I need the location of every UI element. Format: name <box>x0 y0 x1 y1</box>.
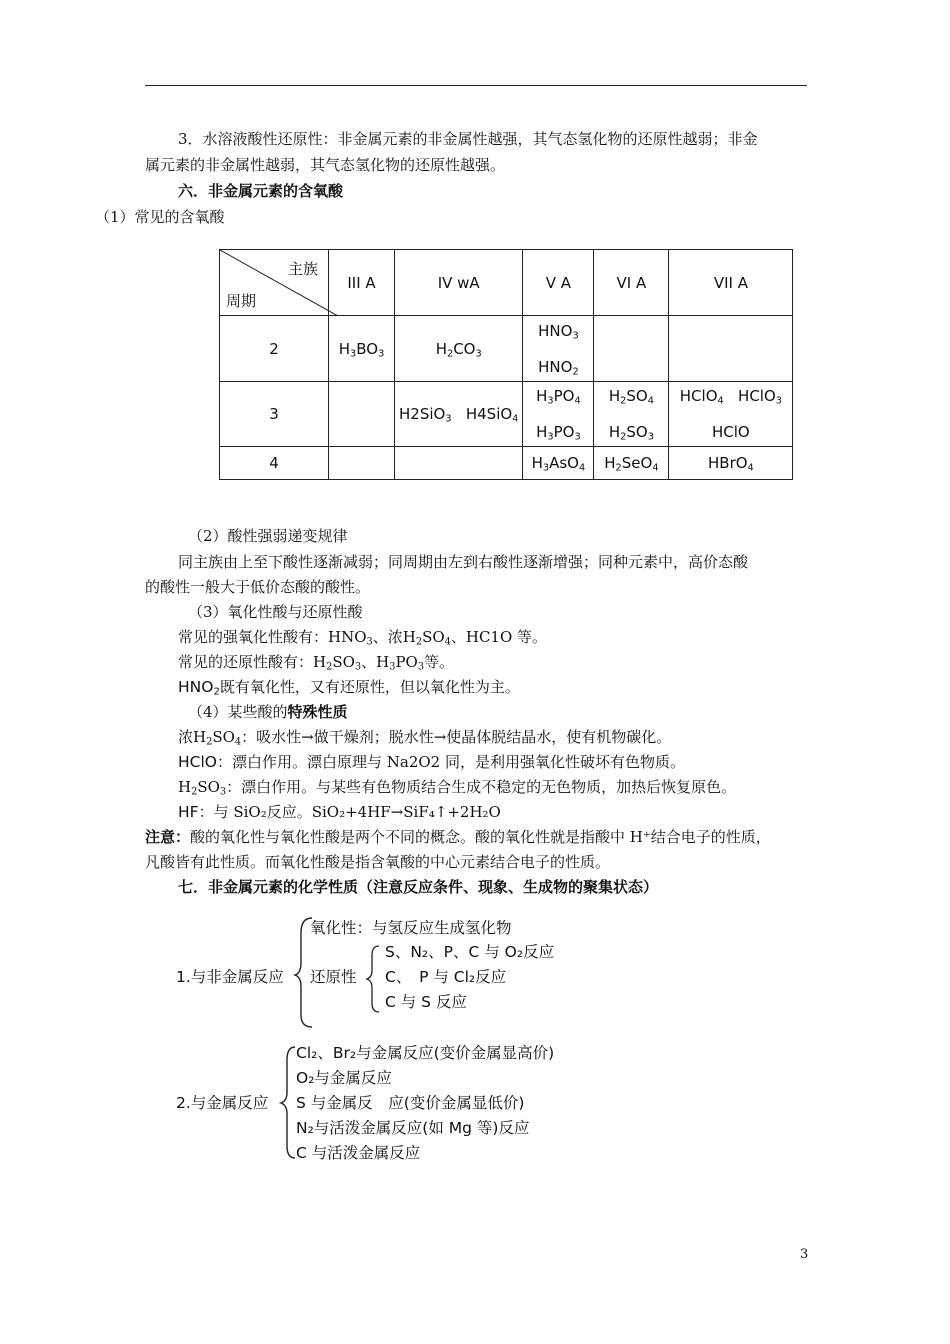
corner-group-label: 主族 <box>287 260 318 278</box>
h2so3-text: ：漂白作用。与某些有色物质结合生成不稳定的无色物质，加热后恢复原色。 <box>226 778 737 796</box>
table-cell: $H_2CO_3$ <box>395 316 523 382</box>
corner-cell <box>220 250 329 316</box>
table-cell: $H_2SO_4$ $H_2SO_3$ <box>594 382 669 447</box>
table-cell: $H_3PO_4$ $H_3PO_3$ <box>523 382 594 447</box>
col-header: V A <box>523 250 594 316</box>
reducing-acids-line: 常见的还原性酸有：$H_2SO_3$、$H_3PO_3$等。 <box>178 653 455 673</box>
hclo-line <box>178 752 685 772</box>
hf-label: HF <box>178 803 199 821</box>
period-label: 4 <box>220 447 329 480</box>
hf-line <box>178 802 501 822</box>
diagram2-item: C 与活泼金属反应 <box>296 1144 421 1162</box>
diagram1-item: S、N₂、P、C 与 O₂反应 <box>385 943 555 961</box>
subsection-1: （1）常见的含氧酸 <box>95 208 225 226</box>
section-7-heading: 七．非金属元素的化学性质（注意反应条件、现象、生成物的聚集状态） <box>178 878 659 896</box>
h2so3-line: $H_2SO_3$：漂白作用。与某些有色物质结合生成不稳定的无色物质，加热后恢复原色。 <box>178 778 737 798</box>
diagram1-reducing: 还原性 <box>310 968 357 986</box>
col-header: VII A <box>669 250 793 316</box>
rule-line2: 的酸性一般大于低价态酸的酸性。 <box>145 578 371 596</box>
red-prefix: 常见的还原性酸有： <box>178 653 314 671</box>
red-suffix: 等。 <box>424 653 455 671</box>
hclo-text: ：漂白作用。漂白原理与 Na2O2 同，是利用强氧化性破坏有色物质。 <box>217 753 685 771</box>
table-cell <box>329 382 395 447</box>
table-cell <box>329 447 395 480</box>
hf-text: ：与 SiO₂反应。SiO₂+4HF→SiF₄↑+2H₂O <box>198 803 501 821</box>
diagram1-oxidizing: 氧化性：与氢反应生成氢化物 <box>310 919 512 937</box>
subsection-3: （3）氧化性酸与还原性酸 <box>188 603 363 621</box>
page-number: 3 <box>800 1247 809 1262</box>
col-header: III A <box>329 250 395 316</box>
table-cell <box>669 316 793 382</box>
diagram2-item: N₂与活泼金属反应(如 Mg 等)反应 <box>296 1119 530 1137</box>
note-line2: 凡酸皆有此性质。而氧化性酸是指含氧酸的中心元素结合电子的性质。 <box>145 853 611 871</box>
table-cell: $H_2SeO_4$ <box>594 447 669 480</box>
hclo-label: HClO <box>178 753 217 771</box>
sub4-bold: 特殊性质 <box>287 703 348 721</box>
corner-period-label: 周期 <box>226 292 257 310</box>
table-cell: $H_3AsO_4$ <box>523 447 594 480</box>
table-cell: HBrO$_4$ <box>669 447 793 480</box>
table-cell: $HNO_3$ $HNO_2$ <box>523 316 594 382</box>
diagram1-item: C 与 S 反应 <box>385 993 467 1011</box>
h2so4-text: ：吸水性→做干燥剂；脱水性→使晶体脱结晶水，使有机物碳化。 <box>241 728 672 746</box>
subsection-4 <box>188 702 348 722</box>
diagram2-item: Cl₂、Br₂与金属反应(变价金属显高价) <box>296 1044 555 1062</box>
diagram2-item: O₂与金属反应 <box>296 1069 392 1087</box>
oxid-mid: 、浓 <box>372 628 403 646</box>
col-header: VI A <box>594 250 669 316</box>
oxid-prefix: 常见的强氧化性酸有： <box>178 628 329 646</box>
period-label: 3 <box>220 382 329 447</box>
rule-line1: 同主族由上至下酸性逐渐减弱；同周期由左到右酸性逐渐增强；同种元素中，高价态酸 <box>178 553 749 571</box>
note-text: 酸的氧化性与氧化性酸是两个不同的概念。酸的氧化性就是指酸中 H⁺结合电子的性质， <box>190 828 771 846</box>
diagram2-item: S 与金属反 应(变价金属显低价) <box>296 1094 525 1112</box>
oxyacid-table <box>219 249 793 480</box>
note-line1 <box>145 827 771 847</box>
period-label: 2 <box>220 316 329 382</box>
table-cell: $H_3BO_3$ <box>329 316 395 382</box>
diagram2-label: 2.与金属反应 <box>176 1094 269 1112</box>
table-cell: H2SiO$_3$ H4SiO$_4$ <box>395 382 523 447</box>
paragraph-3-line1: 3．水溶液酸性还原性：非金属元素的非金属性越强，其气态氢化物的还原性越弱；非金 <box>178 130 758 148</box>
hno2-line: $HNO_2$既有氧化性，又有还原性，但以氧化性为主。 <box>178 678 520 698</box>
table-cell <box>594 316 669 382</box>
section-6-heading: 六．非金属元素的含氧酸 <box>178 182 344 200</box>
subsection-2: （2）酸性强弱递变规律 <box>188 527 348 545</box>
oxid-suffix: 、HC1O 等。 <box>450 628 548 646</box>
h2so4-line: 浓$H_2SO_4$：吸水性→做干燥剂；脱水性→使晶体脱结晶水，使有机物碳化。 <box>178 728 672 748</box>
hno2-text: 既有氧化性，又有还原性，但以氧化性为主。 <box>219 678 520 696</box>
note-label: 注意： <box>145 828 191 846</box>
col-header: IV wA <box>395 250 523 316</box>
diagram1-sub-brace <box>365 943 383 1015</box>
table-cell <box>395 447 523 480</box>
header-rule <box>145 85 807 86</box>
table-cell: HClO$_4$ HClO$_3$ HClO <box>669 382 793 447</box>
oxidizing-acids-line: 常见的强氧化性酸有：$HNO_3$、浓$H_2SO_4$、HC1O 等。 <box>178 628 548 648</box>
sub4-prefix: （4）某些酸的 <box>188 703 288 721</box>
diagram1-item: C、 P 与 Cl₂反应 <box>385 968 507 986</box>
paragraph-3-line2: 属元素的非金属性越弱，其气态氢化物的还原性越强。 <box>145 156 506 174</box>
h2so4-prefix: 浓 <box>178 728 194 746</box>
diagram1-label: 1.与非金属反应 <box>176 968 284 986</box>
